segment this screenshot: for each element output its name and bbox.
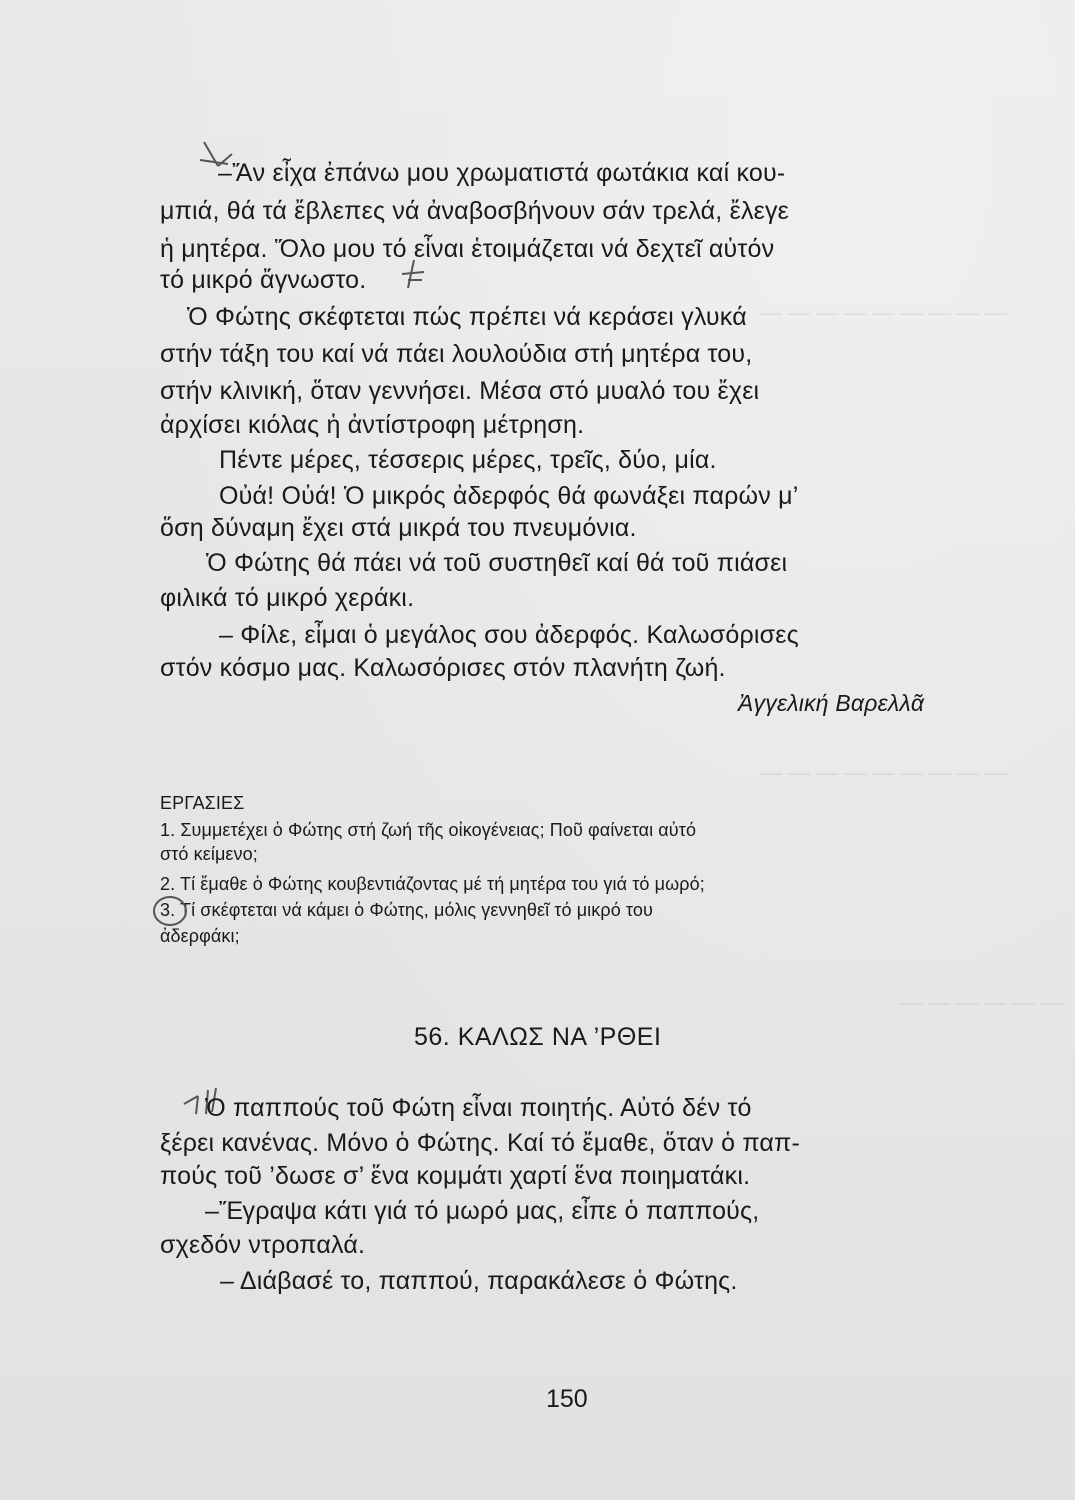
story-line: Ὁ Φώτης θά πάει νά τοῦ συστηθεῖ καί θά τοῦ πιάσει (206, 549, 788, 577)
exercises-title: ΕΡΓΑΣΙΕΣ (160, 793, 245, 813)
story-line: στήν τάξη του καί νά πάει λουλούδια στή μητέρα του, (160, 340, 753, 368)
exercise-line: 1. Συμμετέχει ὁ Φώτης στή ζωή τῆς οἰκογένειας; Ποῦ φαίνεται αὐτό (160, 820, 697, 840)
bleed-through-texture: — — — — — — (900, 990, 1063, 1015)
story-line: στόν κόσμο μας. Καλωσόρισες στόν πλανήτη ζωή. (160, 654, 726, 682)
story-line: πούς τοῦ ’δωσε σ’ ἕνα κομμάτι χαρτί ἕνα ποιηματάκι. (160, 1162, 751, 1190)
story-line: στήν κλινική, ὅταν γεννήσει. Μέσα στό μυαλό του ἔχει (160, 377, 760, 405)
story-line: φιλικά τό μικρό χεράκι. (160, 584, 415, 612)
story-line: – Φίλε, εἶμαι ὁ μεγάλος σου ἀδερφός. Καλωσόρισες (219, 621, 799, 649)
story-line: ὅση δύναμη ἔχει στά μικρά του πνευμόνια. (160, 514, 637, 542)
bleed-through-texture: — — — — — — — — — (760, 300, 1007, 325)
exercise-line: 3. Τί σκέφτεται νά κάμει ὁ Φώτης, μόλις γεννηθεῖ τό μικρό του (160, 900, 653, 920)
page-number: 150 (546, 1385, 588, 1413)
bleed-through-texture: — — — — — — — — — (760, 760, 1007, 785)
story-line: μπιά, θά τά ἔβλεπες νά ἀναβοσβήνουν σάν τρελά, ἔλεγε (160, 197, 790, 225)
story-line: –Ἔγραψα κάτι γιά τό μωρό μας, εἶπε ὁ παππούς, (205, 1197, 760, 1225)
story-line: Οὐά! Οὐά! Ὁ μικρός ἀδερφός θά φωνάξει παρών μ’ (219, 482, 799, 510)
story-line: ἀρχίσει κιόλας ἡ ἀντίστροφη μέτρηση. (160, 411, 585, 439)
story-line: Πέντε μέρες, τέσσερις μέρες, τρεῖς, δύο, μία. (219, 446, 717, 474)
story-line: σχεδόν ντροπαλά. (160, 1231, 366, 1259)
exercise-line: ἀδερφάκι; (160, 926, 240, 946)
story-line: τό μικρό ἄγνωστο. (160, 266, 367, 294)
story-line: Ὁ Φώτης σκέφτεται πώς πρέπει νά κεράσει γλυκά (187, 303, 747, 331)
chapter-heading: 56. ΚΑΛΩΣ ΝΑ ’ΡΘΕΙ (414, 1023, 662, 1051)
story-line: Ὁ παππούς τοῦ Φώτη εἶναι ποιητής. Αὐτό δέν τό (205, 1094, 752, 1122)
pencil-circle-icon (150, 893, 190, 929)
exercise-line: στό κείμενο; (160, 844, 258, 864)
story-line: ἡ μητέρα. Ὅλο μου τό εἶναι ἑτοιμάζεται νά δεχτεῖ αὐτόν (160, 235, 775, 263)
story-line: – Διάβασέ το, παππού, παρακάλεσε ὁ Φώτης. (220, 1267, 738, 1295)
pencil-mark-icon (398, 258, 428, 292)
exercise-line: 2. Τί ἔμαθε ὁ Φώτης κουβεντιάζοντας μέ τή μητέρα του γιά τό μωρό; (160, 874, 705, 894)
story-line: –Ἄν εἶχα ἐπάνω μου χρωματιστά φωτάκια καί κου- (218, 159, 786, 187)
story-line: ξέρει κανένας. Μόνο ὁ Φώτης. Καί τό ἔμαθε, ὅταν ὁ παπ- (160, 1129, 801, 1157)
author-credit: Ἀγγελική Βαρελλᾶ (738, 690, 925, 716)
